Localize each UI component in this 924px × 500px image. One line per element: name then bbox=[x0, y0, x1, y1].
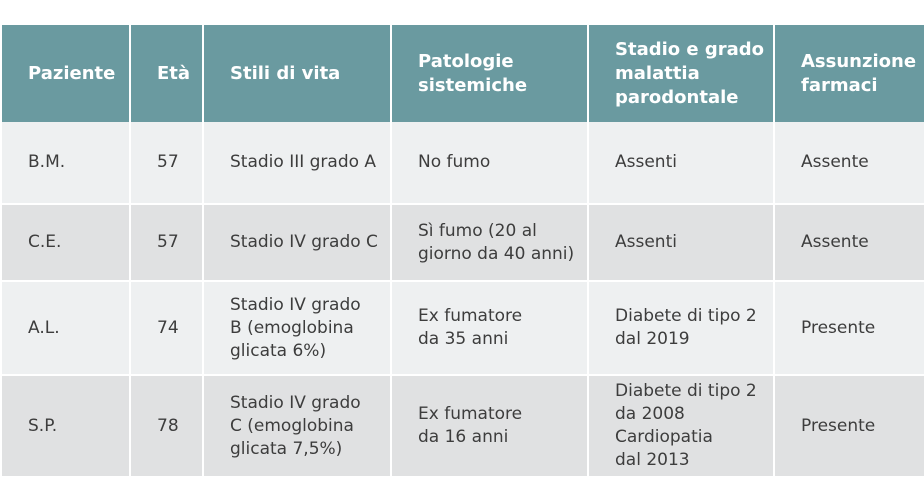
header-line: Paziente bbox=[28, 62, 116, 84]
column-header-patologie-sistemiche bbox=[391, 25, 588, 122]
header-row bbox=[2, 25, 924, 122]
cell-line: C.E. bbox=[28, 232, 62, 252]
cell-line: No fumo bbox=[418, 152, 491, 172]
cell-eta bbox=[130, 204, 203, 281]
table-row bbox=[2, 204, 924, 281]
header-line: Stili di vita bbox=[230, 62, 341, 84]
table-row bbox=[2, 281, 924, 375]
cell-stili-di-vita bbox=[203, 204, 391, 281]
table-row bbox=[2, 375, 924, 476]
column-header-eta bbox=[130, 25, 203, 122]
header-line: parodontale bbox=[615, 86, 739, 108]
table-body bbox=[2, 122, 924, 476]
cell-paziente bbox=[2, 281, 130, 375]
header-line: Patologie bbox=[418, 50, 514, 72]
cell-line: giorno da 40 anni) bbox=[418, 243, 575, 264]
cell-line: Stadio IV grado bbox=[230, 392, 361, 413]
cell-eta bbox=[130, 375, 203, 476]
header-line: Assunzione bbox=[801, 50, 917, 72]
cell-farmaci bbox=[774, 375, 924, 476]
cell-line: Stadio IV grado C bbox=[230, 232, 378, 252]
header-line: sistemiche bbox=[418, 74, 528, 96]
table-row bbox=[2, 122, 924, 204]
cell-line: Ex fumatore bbox=[418, 306, 523, 326]
column-header-assunzione-farmaci bbox=[774, 25, 924, 122]
cell-line: S.P. bbox=[28, 415, 58, 436]
cell-line: glicata 6%) bbox=[230, 340, 327, 361]
cell-line: dal 2013 bbox=[615, 450, 690, 470]
cell-line: da 2008 bbox=[615, 404, 685, 424]
cell-line: Stadio III grado A bbox=[230, 152, 377, 172]
cell-patologie bbox=[391, 204, 588, 281]
header-line: Stadio e grado bbox=[615, 38, 765, 60]
cell-paziente bbox=[2, 375, 130, 476]
header-line: malattia bbox=[615, 62, 700, 84]
cell-line: Stadio IV grado bbox=[230, 294, 361, 315]
cell-line: Assente bbox=[801, 232, 869, 252]
cell-patologie bbox=[391, 122, 588, 204]
cell-line: da 35 anni bbox=[418, 329, 509, 349]
cell-line: da 16 anni bbox=[418, 427, 509, 447]
cell-eta bbox=[130, 122, 203, 204]
cell-stili-di-vita bbox=[203, 375, 391, 476]
cell-line: Ex fumatore bbox=[418, 404, 523, 424]
cell-line: C (emoglobina bbox=[230, 415, 354, 436]
cell-farmaci bbox=[774, 281, 924, 375]
cell-line: Diabete di tipo 2 bbox=[615, 306, 757, 326]
cell-paziente bbox=[2, 204, 130, 281]
cell-stili-di-vita bbox=[203, 281, 391, 375]
cell-stadio bbox=[588, 375, 774, 476]
cell-line: 74 bbox=[157, 317, 179, 338]
cell-farmaci bbox=[774, 122, 924, 204]
cell-line: A.L. bbox=[28, 317, 60, 338]
cell-paziente bbox=[2, 122, 130, 204]
cell-line: 78 bbox=[157, 415, 179, 436]
cell-line: Assenti bbox=[615, 152, 677, 172]
patient-table bbox=[2, 25, 924, 476]
patient-table-container bbox=[2, 25, 924, 476]
cell-stadio bbox=[588, 204, 774, 281]
header-line: Età bbox=[157, 62, 191, 84]
column-header-paziente bbox=[2, 25, 130, 122]
column-header-stili-di-vita bbox=[203, 25, 391, 122]
cell-line: Cardiopatia bbox=[615, 427, 713, 447]
cell-patologie bbox=[391, 281, 588, 375]
table-header bbox=[2, 25, 924, 122]
cell-patologie bbox=[391, 375, 588, 476]
cell-line: 57 bbox=[157, 232, 179, 252]
cell-line: B.M. bbox=[28, 152, 66, 172]
cell-line: Assenti bbox=[615, 232, 677, 252]
cell-line: Assente bbox=[801, 152, 869, 172]
cell-line: B (emoglobina bbox=[230, 317, 354, 338]
cell-eta bbox=[130, 281, 203, 375]
cell-stadio bbox=[588, 281, 774, 375]
cell-stadio bbox=[588, 122, 774, 204]
column-header-stadio-grado bbox=[588, 25, 774, 122]
cell-line: Presente bbox=[801, 415, 876, 436]
cell-line: Diabete di tipo 2 bbox=[615, 381, 757, 401]
cell-line: Sì fumo (20 al bbox=[418, 220, 537, 241]
cell-line: glicata 7,5%) bbox=[230, 438, 343, 459]
cell-farmaci bbox=[774, 204, 924, 281]
cell-line: 57 bbox=[157, 152, 179, 172]
header-line: farmaci bbox=[801, 74, 878, 96]
cell-stili-di-vita bbox=[203, 122, 391, 204]
cell-line: dal 2019 bbox=[615, 329, 690, 349]
cell-line: Presente bbox=[801, 317, 876, 338]
